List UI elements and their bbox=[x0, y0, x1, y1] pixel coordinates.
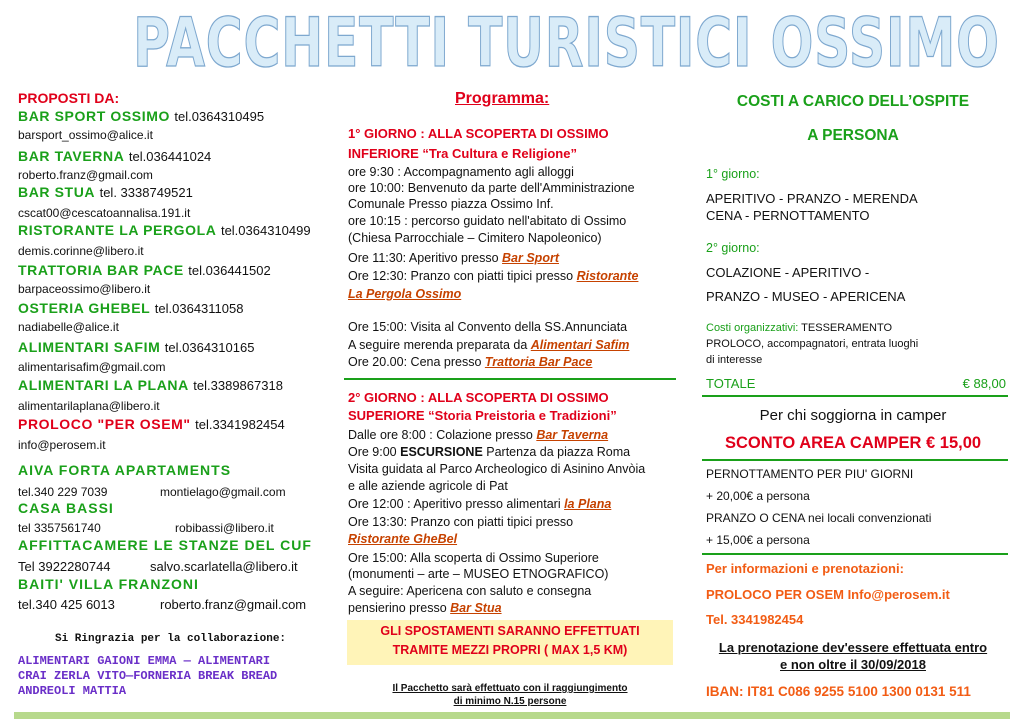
business-proloco bbox=[18, 416, 285, 434]
business-name: BAR STUA bbox=[18, 184, 96, 200]
line-text: pensierino presso bbox=[348, 601, 451, 615]
business-alimentari-plana bbox=[18, 377, 283, 395]
venue-link[interactable]: Trattoria Bar Pace bbox=[484, 355, 593, 369]
business-tel: tel.0364310165 bbox=[164, 340, 255, 355]
line-text: A seguire merenda preparata da bbox=[348, 338, 531, 352]
business-email: barpaceossimo@libero.it bbox=[18, 282, 151, 296]
line-text: Dalle ore 8:00 : Colazione presso bbox=[348, 428, 537, 442]
day1-line: ore 10:15 : percorso guidato nell'abitato di Ossimo bbox=[348, 214, 627, 228]
proposers-heading: PROPOSTI DA: bbox=[18, 90, 120, 106]
booking-deadline: e non oltre il 30/09/2018 bbox=[780, 657, 926, 672]
business-bar-sport bbox=[18, 108, 264, 126]
day2-subtitle: SUPERIORE “Storia Preistoria e Tradizioni” bbox=[348, 408, 617, 423]
accommodation-tel: tel.340 425 6013 bbox=[18, 597, 115, 612]
business-tel: tel.0364310495 bbox=[174, 109, 265, 124]
day2-line: (monumenti – arte – MUSEO ETNOGRAFICO) bbox=[348, 567, 609, 581]
camper-discount: SCONTO AREA CAMPER € 15,00 bbox=[724, 434, 982, 452]
accommodation-name: AFFITTACAMERE LE STANZE DEL CUF bbox=[18, 537, 312, 553]
footnote-line: Il Pacchetto sarà effettuato con il raggiungimento bbox=[392, 683, 628, 694]
day2-line bbox=[348, 497, 611, 511]
day1-line bbox=[348, 251, 559, 265]
line-text: Ore 20.00: Cena presso bbox=[348, 355, 485, 369]
business-email: nadiabelle@alice.it bbox=[18, 320, 119, 334]
business-email: alimentarisafim@gmail.com bbox=[18, 360, 166, 374]
organizational-costs-line: PROLOCO, accompagnatori, entrata luoghi bbox=[706, 338, 919, 350]
line-text: Ore 12:30: Pranzo con piatti tipici presso bbox=[348, 269, 577, 283]
business-name: BAR TAVERNA bbox=[18, 148, 125, 164]
business-bar-taverna bbox=[18, 148, 211, 166]
line-text-bold: ESCURSIONE bbox=[400, 445, 483, 459]
business-name: BAR SPORT OSSIMO bbox=[18, 108, 170, 124]
business-tel: tel.3389867318 bbox=[193, 378, 283, 393]
line-text: Partenza da piazza Roma bbox=[482, 445, 631, 459]
business-email: info@perosem.it bbox=[18, 438, 106, 452]
thanks-heading: Si Ringrazia per la collaborazione: bbox=[55, 633, 287, 645]
day2-title: 2° GIORNO : ALLA SCOPERTA DI OSSIMO bbox=[348, 390, 609, 405]
day2-cost-label: 2° giorno: bbox=[706, 241, 760, 255]
divider bbox=[344, 378, 676, 380]
footnote-line: di minimo N.15 persone bbox=[453, 696, 567, 707]
page-title: PACCHETTI TURISTICI OSSIMO bbox=[133, 4, 1000, 83]
day1-cost-line: APERITIVO - PRANZO - MERENDA bbox=[706, 191, 918, 206]
business-name: PROLOCO "PER OSEM" bbox=[18, 416, 191, 432]
business-tel: tel.036441024 bbox=[128, 149, 212, 164]
venue-link[interactable]: Bar Taverna bbox=[536, 428, 609, 442]
venue-link[interactable]: Ristorante GheBel bbox=[348, 532, 458, 546]
day2-line: A seguire: Apericena con saluto e consegna bbox=[348, 584, 592, 598]
accommodation-email: salvo.scarlatella@libero.it bbox=[150, 559, 298, 574]
accommodation-tel: tel.340 229 7039 bbox=[18, 485, 108, 499]
info-heading: Per informazioni e prenotazioni: bbox=[706, 561, 904, 576]
info-tel: Tel. 3341982454 bbox=[706, 612, 804, 627]
day1-line bbox=[348, 355, 592, 369]
total-label: TOTALE bbox=[706, 376, 756, 391]
accommodation-tel: Tel 3922280744 bbox=[18, 559, 111, 574]
venue-link[interactable]: Bar Sport bbox=[502, 251, 559, 265]
venue-link[interactable]: La Pergola Ossimo bbox=[348, 287, 462, 301]
day1-line: ore 9:30 : Accompagnamento agli alloggi bbox=[348, 165, 574, 179]
organizational-costs bbox=[706, 322, 892, 334]
business-tel: tel.3341982454 bbox=[195, 417, 285, 432]
day1-line: (Chiesa Parrocchiale – Cimitero Napoleonico) bbox=[348, 231, 602, 245]
total-value: € 88,00 bbox=[962, 376, 1006, 391]
day1-title: 1° GIORNO : ALLA SCOPERTA DI OSSIMO bbox=[348, 126, 609, 141]
business-tel: tel.0364311058 bbox=[154, 301, 244, 316]
day1-cost-label: 1° giorno: bbox=[706, 167, 760, 181]
thanks-line: ALIMENTARI GAIONI EMMA — ALIMENTARI bbox=[18, 654, 271, 668]
costs-subheading: A PERSONA bbox=[807, 127, 899, 144]
business-name: ALIMENTARI LA PLANA bbox=[18, 377, 189, 393]
booking-deadline: La prenotazione dev'essere effettuata entro bbox=[718, 640, 988, 655]
day2-cost-line: PRANZO - MUSEO - APERICENA bbox=[706, 289, 906, 304]
business-tel: tel.036441502 bbox=[188, 263, 271, 278]
line-text: Ore 9:00 bbox=[348, 445, 401, 459]
accommodation-name: CASA BASSI bbox=[18, 500, 114, 516]
info-contact[interactable]: PROLOCO PER OSEM Info@perosem.it bbox=[706, 587, 950, 602]
day2-line bbox=[348, 445, 630, 459]
day2-line: Visita guidata al Parco Archeologico di Asinino Anvòia bbox=[348, 462, 646, 476]
line-text: Ore 11:30: Aperitivo presso bbox=[348, 251, 503, 265]
accommodation-name: BAITI' VILLA FRANZONI bbox=[18, 576, 199, 592]
organizational-costs-line: di interesse bbox=[706, 354, 763, 366]
day1-line: ore 10:00: Benvenuto da parte dell'Amministrazione bbox=[348, 181, 635, 195]
business-name: TRATTORIA BAR PACE bbox=[18, 262, 184, 278]
business-name: ALIMENTARI SAFIM bbox=[18, 339, 161, 355]
transport-line: GLI SPOSTAMENTI SARANNO EFFETTUATI bbox=[380, 624, 640, 638]
business-email: demis.corinne@libero.it bbox=[18, 244, 144, 258]
business-trattoria-pace bbox=[18, 262, 271, 280]
day2-line bbox=[348, 601, 502, 615]
day2-line: Ore 13:30: Pranzo con piatti tipici presso bbox=[348, 515, 574, 529]
accommodation-email: roberto.franz@gmail.com bbox=[160, 597, 307, 612]
divider bbox=[702, 395, 1008, 397]
extra-line: + 15,00€ a persona bbox=[706, 533, 810, 547]
day2-line bbox=[348, 428, 608, 442]
business-bar-stua bbox=[18, 184, 193, 202]
day1-cost-line: CENA - PERNOTTAMENTO bbox=[706, 208, 870, 223]
day1-line: Ore 15:00: Visita al Convento della SS.Annunciata bbox=[348, 320, 628, 334]
extra-line: PERNOTTAMENTO PER PIU' GIORNI bbox=[706, 467, 914, 481]
business-name: OSTERIA GHEBEL bbox=[18, 300, 151, 316]
accommodation-name: AIVA FORTA APARTAMENTS bbox=[18, 462, 232, 478]
iban: IBAN: IT81 C086 9255 5100 1300 0131 511 bbox=[706, 684, 971, 699]
divider bbox=[702, 553, 1008, 555]
accommodation-email: robibassi@libero.it bbox=[175, 521, 274, 535]
costs-label: Costi organizzativi: bbox=[706, 322, 799, 334]
venue-link[interactable]: Alimentari Safim bbox=[530, 338, 630, 352]
transport-notice bbox=[347, 620, 673, 665]
extra-line: PRANZO O CENA nei locali convenzionati bbox=[706, 511, 932, 525]
business-ristorante-pergola bbox=[18, 222, 311, 240]
day2-line: Ore 15:00: Alla scoperta di Ossimo Superiore bbox=[348, 551, 599, 565]
business-tel: tel. 3338749521 bbox=[99, 185, 193, 200]
business-tel: tel.0364310499 bbox=[220, 223, 311, 238]
business-email: cscat00@cescatoannalisa.191.it bbox=[18, 206, 191, 220]
business-email: barsport_ossimo@alice.it bbox=[18, 128, 153, 142]
day2-line bbox=[348, 532, 457, 546]
line-text: Ore 12:00 : Aperitivo presso alimentari bbox=[348, 497, 565, 511]
thanks-line: ANDREOLI MATTIA bbox=[18, 684, 127, 698]
day1-line: Comunale Presso piazza Ossimo Inf. bbox=[348, 197, 554, 211]
business-osteria-ghebel bbox=[18, 300, 243, 318]
accommodation-tel: tel 3357561740 bbox=[18, 521, 101, 535]
day1-line bbox=[348, 287, 461, 301]
costs-heading: COSTI A CARICO DELL’OSPITE bbox=[736, 93, 970, 110]
day2-cost-line: COLAZIONE - APERITIVO - bbox=[706, 265, 870, 280]
venue-link[interactable]: Ristorante bbox=[576, 269, 639, 283]
venue-link[interactable]: Bar Stua bbox=[450, 601, 502, 615]
thanks-line: CRAI ZERLA VITO—FORNERIA BREAK BREAD bbox=[18, 669, 278, 683]
day2-line: e alle aziende agricole di Pat bbox=[348, 479, 508, 493]
business-email: roberto.franz@gmail.com bbox=[18, 168, 153, 182]
day1-line bbox=[348, 269, 638, 283]
business-alimentari-safim bbox=[18, 339, 254, 357]
accommodation-email: montielago@gmail.com bbox=[160, 485, 286, 499]
day1-line bbox=[348, 338, 629, 352]
divider bbox=[702, 459, 1008, 461]
camper-intro: Per chi soggiorna in camper bbox=[759, 407, 947, 424]
costs-text: TESSERAMENTO bbox=[798, 322, 893, 334]
program-heading: Programma: bbox=[455, 90, 550, 107]
day1-subtitle: INFERIORE “Tra Cultura e Religione” bbox=[348, 146, 577, 161]
venue-link[interactable]: la Plana bbox=[564, 497, 612, 511]
bottom-border bbox=[14, 712, 1010, 719]
business-email: alimentarilaplana@libero.it bbox=[18, 399, 160, 413]
transport-line: TRAMITE MEZZI PROPRI ( MAX 1,5 KM) bbox=[392, 643, 628, 657]
business-name: RISTORANTE LA PERGOLA bbox=[18, 222, 217, 238]
extra-line: + 20,00€ a persona bbox=[706, 489, 810, 503]
